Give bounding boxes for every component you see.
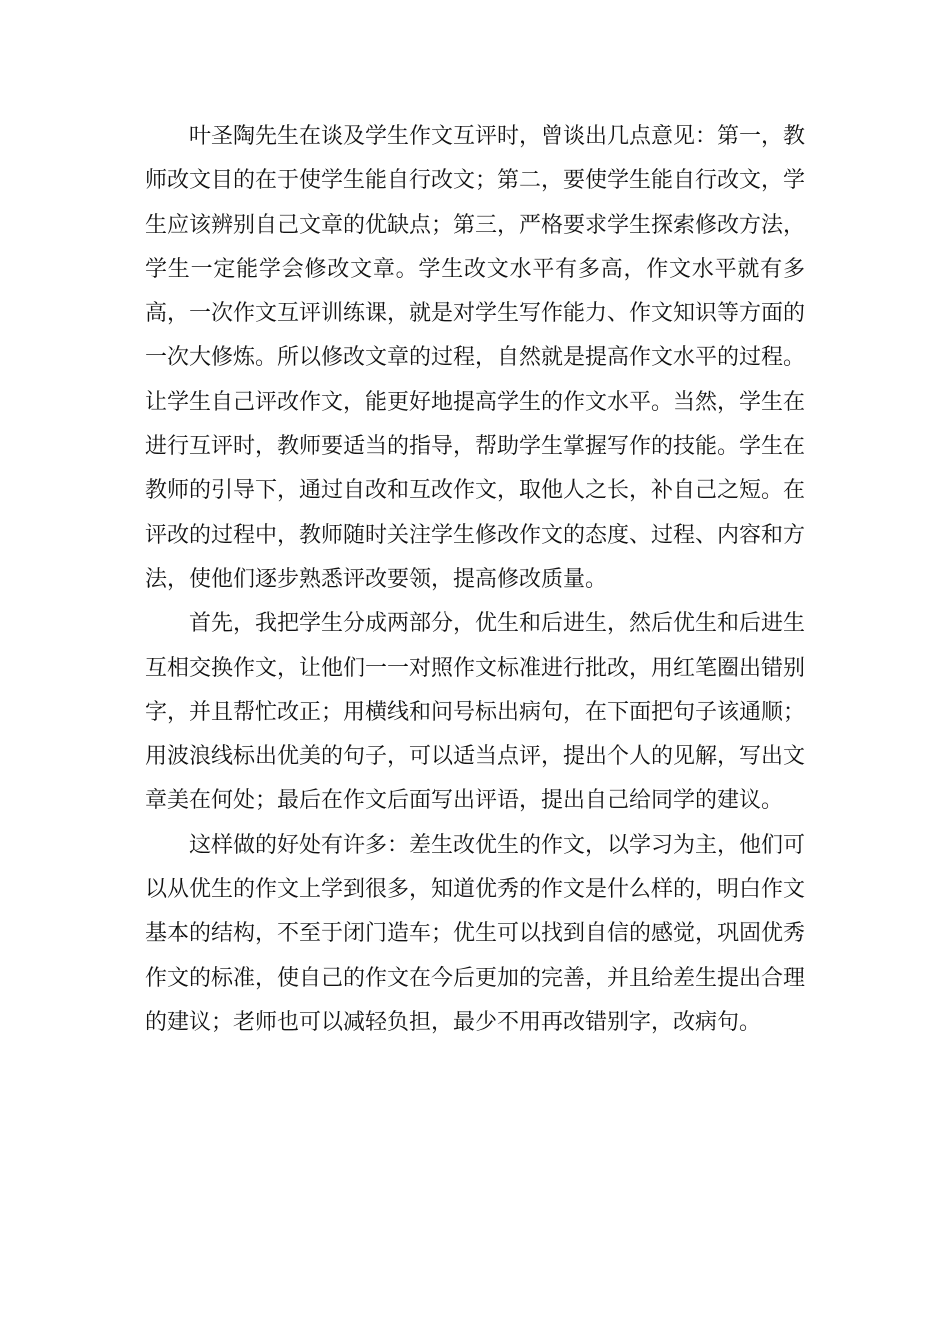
- document-page: [145, 115, 805, 1045]
- paragraph-peer-review-intro: 叶圣陶先生在谈及学生作文互评时，曾谈出几点意见：第一，教师改文目的在于使学生能自行改文；第二，要使学生能自行改文，学生应该辨别自己文章的优缺点；第三，严格要求学生探索修改方法，学生一定能学会修改文章。学生改文水平有多高，作文水平就有多高，一次作文互评训练课，就是对学生写作能力、作文知识等方面的一次大修炼。所以修改文章的过程，自然就是提高作文水平的过程。 让学生自己评改作文，能更好地提高学生的作文水平。当然，学生在进行互评时，教师要适当的指导，帮助学生掌握写作的技能。学生在教师的引导下，通过自改和互改作文，取他人之长，补自己之短。在评改的过程中，教师随时关注学生修改作文的态度、过程、内容和方法，使他们逐步熟悉评改要领，提高修改质量。: [145, 124, 806, 592]
- paragraph-method: 首先，我把学生分成两部分，优生和后进生，然后优生和后进生互相交换作文，让他们一一对照作文标准进行批改，用红笔圈出错别字，并且帮忙改正；用横线和问号标出病句，在下面把句子该通顺；用波浪线标出优美的句子，可以适当点评，提出个人的见解，写出文章美在何处；最后在作文后面写出评语，提出自己给同学的建议。: [145, 611, 806, 814]
- paragraph-benefits: 这样做的好处有许多：差生改优生的作文，以学习为主，他们可以从优生的作文上学到很多，知道优秀的作文是什么样的，明白作文基本的结构，不至于闭门造车；优生可以找到自信的感觉，巩固优秀作文的标准，使自己的作文在今后更加的完善，并且给差生提出合理的建议；老师也可以减轻负担，最少不用再改错别字，改病句。: [145, 832, 806, 1035]
